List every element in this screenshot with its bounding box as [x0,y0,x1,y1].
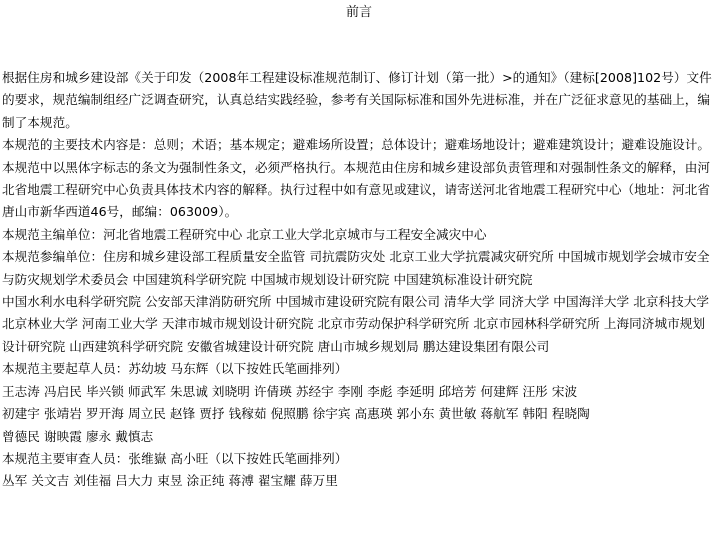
paragraph-technical-content: 本规范的主要技术内容是：总则；术语；基本规定；避难场所设置；总体设计；避难场地设计；避难建筑设计；避难设施设计。 [2,137,711,153]
paragraph-basis: 根据住房和城乡建设部《关于印发（2008年工程建设标准规范制订、修订计划（第一批）>的通知》（建标[2008]102号）文件的要求，规范编制组经广泛调查研究，认真总结实践经验，参考有关国际标准和国外先进标准，并在广泛征求意见的基础上，编制了本规范。 [2,70,712,130]
paragraph-drafters-list-2: 初建宇 张靖岩 罗开海 周立民 赵锋 贾抒 钱稼茹 倪照鹏 徐宇宾 高惠瑛 郭小东 黄世敏 蒋航军 韩阳 程晓陶 [2,406,590,422]
paragraph-mandatory-clauses: 本规范中以黑体字标志的条文为强制性条文，必须严格执行。本规范由住房和城乡建设部负责管理和对强制性条文的解释，由河北省地震工程研究中心负责具体技术内容的解释。执行过程中如有意见或建议，请寄送河北省地震工程研究中心（地址：河北省唐山市新华西道46号，邮编：063009）。 [2,159,711,220]
paragraph-reviewers-heading: 本规范主要审查人员：张维嶽 高小旺（以下按姓氏笔画排列） [2,450,348,466]
paragraph-reviewers-list: 丛军 关文吉 刘佳福 吕大力 束昱 涂正纯 蒋溥 翟宝耀 薛万里 [2,473,338,489]
document-title: 前言 [345,5,372,20]
paragraph-drafters-heading: 本规范主要起草人员：苏幼坡 马东辉（以下按姓氏笔画排列） [2,361,348,377]
document-body [2,67,716,493]
paragraph-chief-editors: 本规范主编单位：河北省地震工程研究中心 北京工业大学北京城市与工程安全减灾中心 [2,226,487,242]
paragraph-participating-units-continued: 中国水利水电科学研究院 公安部天津消防研究所 中国城市建设研究院有限公司 清华大学 同济大学 中国海洋大学 北京科技大学 北京林业大学 河南工业大学 天津市城市规划设计研究院 北京市劳动保护科学研究所 北京市园林科学研究所 上海同济城市规划设计研究院 山西建筑科学研究院 安徽省城建设计研究院 唐山市城乡规划局 鹏达建设集团有限公司 [2,294,710,354]
paragraph-drafters-list-3: 曾德民 谢映霞 廖永 戴慎志 [2,428,154,444]
paragraph-participating-units: 本规范参编单位：住房和城乡建设部工程质量安全监管 司抗震防灾处 北京工业大学抗震减灾研究所 中国城市规划学会城市安全与防灾规划学术委员会 中国建筑科学研究院 中国城市规划设计研究院 中国建筑标准设计研究院 [2,249,710,287]
paragraph-drafters-list-1: 王志涛 冯启民 毕兴锁 师武军 朱思诚 刘晓明 许倩瑛 苏经宇 李刚 李彪 李延明 邱培芳 何建辉 汪彤 宋波 [2,383,578,399]
